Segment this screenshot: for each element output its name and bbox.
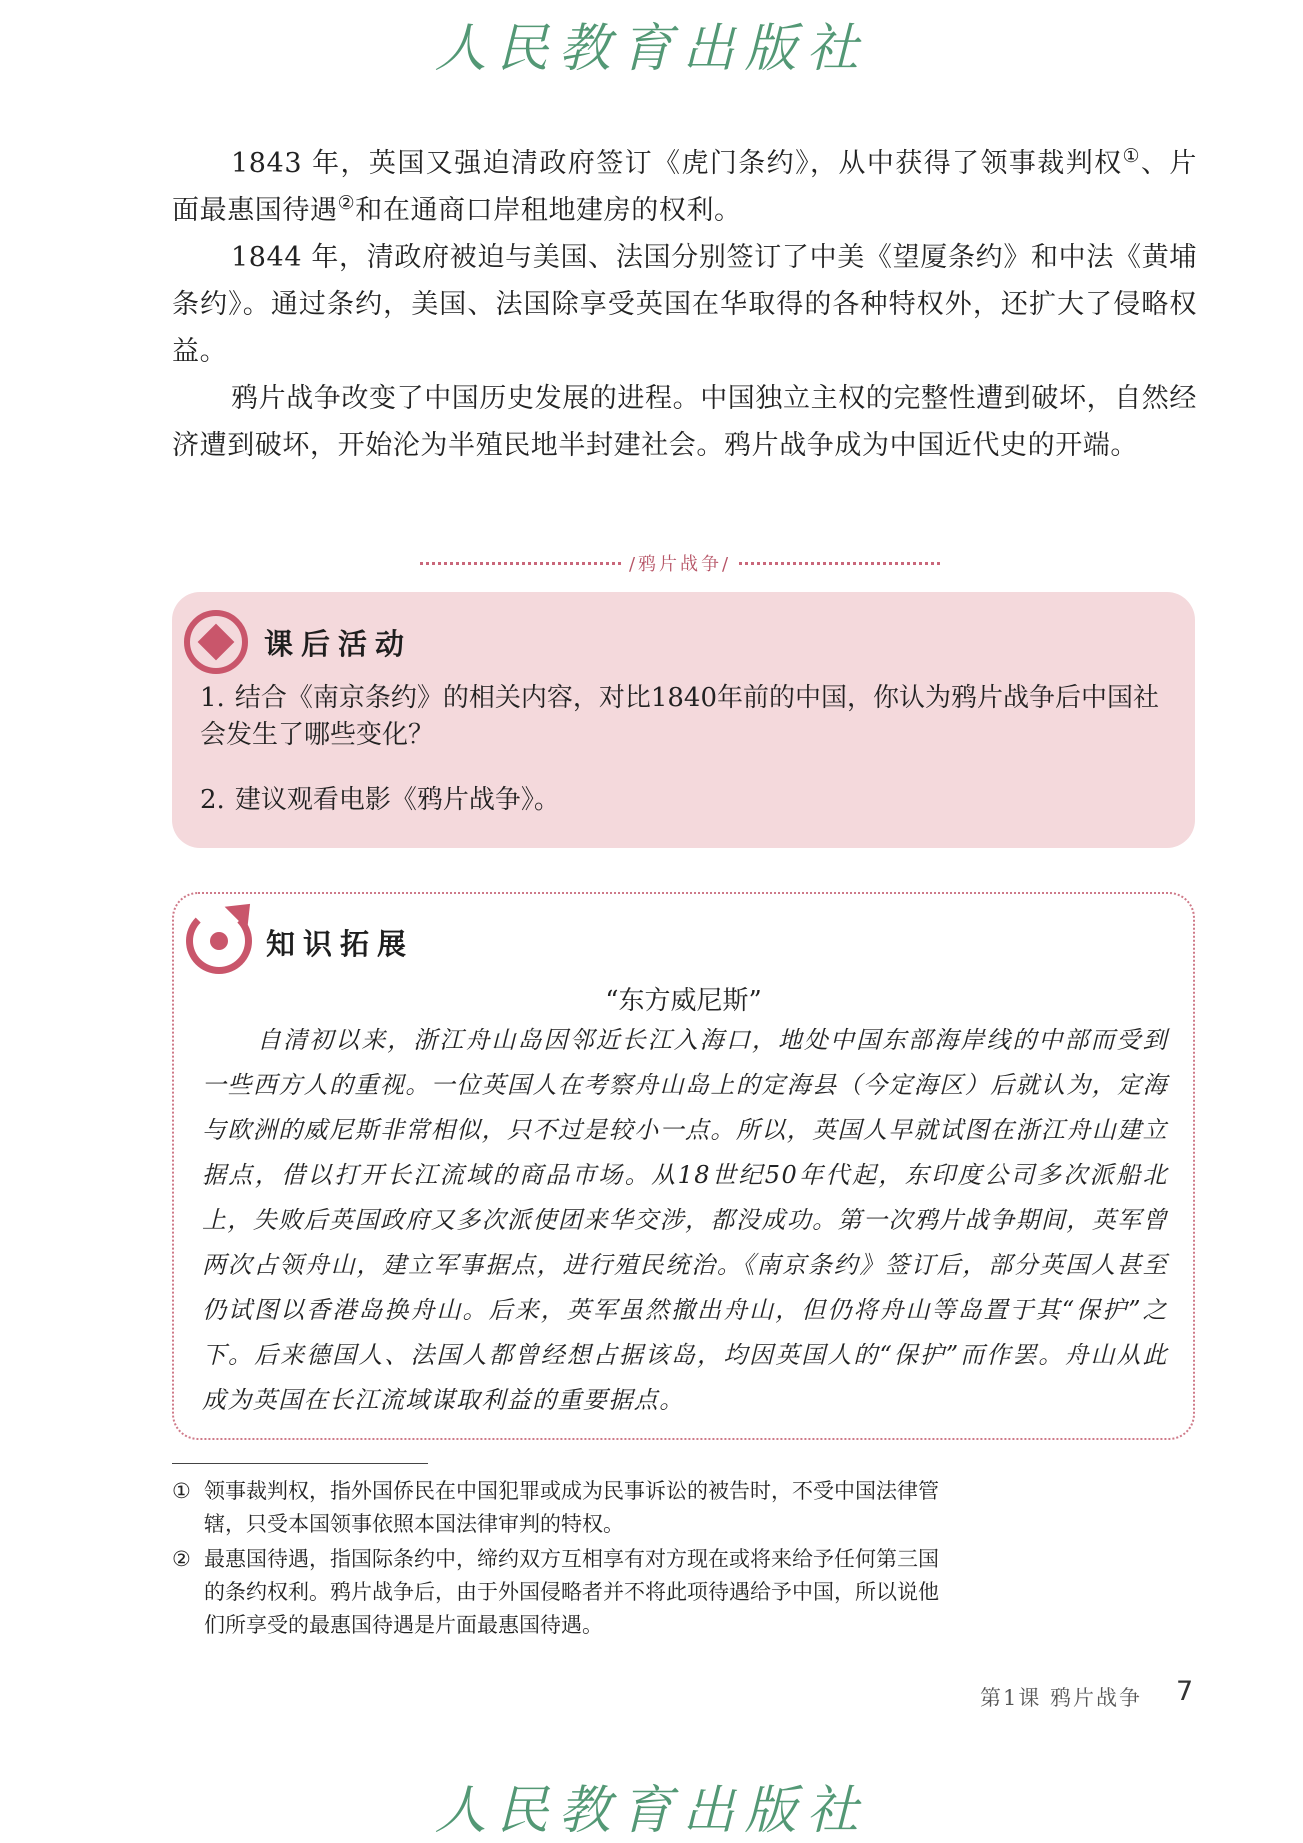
publisher-watermark-top: 人民教育出版社 [434,19,869,79]
footnote-2: ② 最惠国待遇，指国际条约中，缔约双方互相享有对方现在或将来给予任何第三国的条约权利。鸦片战争后，由于外国侵略者并不将此项待遇给予中国，所以说他们所享受的最惠国待遇是片面最惠国待遇。 [172,1547,939,1637]
activity-icon [184,610,248,674]
after-class-activity-box [172,592,1195,848]
paragraph-3: 鸦片战争改变了中国历史发展的进程。中国独立主权的完整性遭到破坏，自然经济遭到破坏，开始沦为半殖民地半封建社会。鸦片战争成为中国近代史的开端。 [172,383,1197,461]
activity-list [200,680,1160,847]
divider-label: /鸦片战争/ [628,554,732,575]
extension-body: 自清初以来，浙江舟山岛因邻近长江入海口，地处中国东部海岸线的中部而受到一些西方人的重视。一位英国人在考察舟山岛上的定海县（今定海区）后就认为，定海与欧洲的威尼斯非常相似，只不过是较小一点。所以，英国人早就试图在浙江舟山建立据点，借以打开长江流域的商品市场。从18世纪50年代起，东印度公司多次派船北上，失败后英国政府又多次派使团来华交涉，都没成功。第一次鸦片战争期间，英军曾两次占领舟山，建立军事据点，进行殖民统治。《南京条约》签订后，部分英国人甚至仍试图以香港岛换舟山。后来，英军虽然撤出舟山，但仍将舟山等岛置于其“保护”之下。后来德国人、法国人都曾经想占据该岛，均因英国人的“保护”而作罢。舟山从此成为英国在长江流域谋取利益的重要据点。 [202,1026,1168,1414]
paragraph-2: 1844 年，清政府被迫与美国、法国分别签订了中美《望厦条约》和中法《黄埔条约》。通过条约，美国、法国除享受英国在华取得的各种特权外，还扩大了侵略权益。 [172,242,1197,367]
knowledge-extension-box [172,892,1195,1440]
lesson-footer: 第1课 鸦片战争 [980,1686,1143,1710]
activity-title: 课后活动 [264,627,413,661]
activity-item: 2. 建议观看电影《鸦片战争》。 [200,785,560,815]
extension-subtitle: “东方威尼斯” [605,986,762,1016]
footnote-ref-1[interactable]: ① [1122,145,1141,167]
extension-title: 知识拓展 [266,927,415,961]
footnote-rule [172,1463,428,1464]
activity-item: 1. 结合《南京条约》的相关内容，对比1840年前的中国，你认为鸦片战争后中国社会发生了哪些变化？ [200,683,1159,750]
publisher-watermark-bottom: 人民教育出版社 [434,1781,869,1841]
footnotes [172,1475,952,1644]
page-number: 7 [1176,1676,1194,1707]
extension-icon [186,908,252,974]
footnote-1: ① 领事裁判权，指外国侨民在中国犯罪或成为民事诉讼的被告时，不受中国法律管辖，只受本国领事依照本国法律审判的特权。 [172,1479,939,1536]
paragraph-1: 1843 年，英国又强迫清政府签订《虎门条约》，从中获得了领事裁判权①、片面最惠国待遇②和在通商口岸租地建房的权利。 [172,145,1197,226]
main-text [172,140,1197,469]
section-divider [420,548,940,578]
footnote-ref-2[interactable]: ② [337,192,356,214]
